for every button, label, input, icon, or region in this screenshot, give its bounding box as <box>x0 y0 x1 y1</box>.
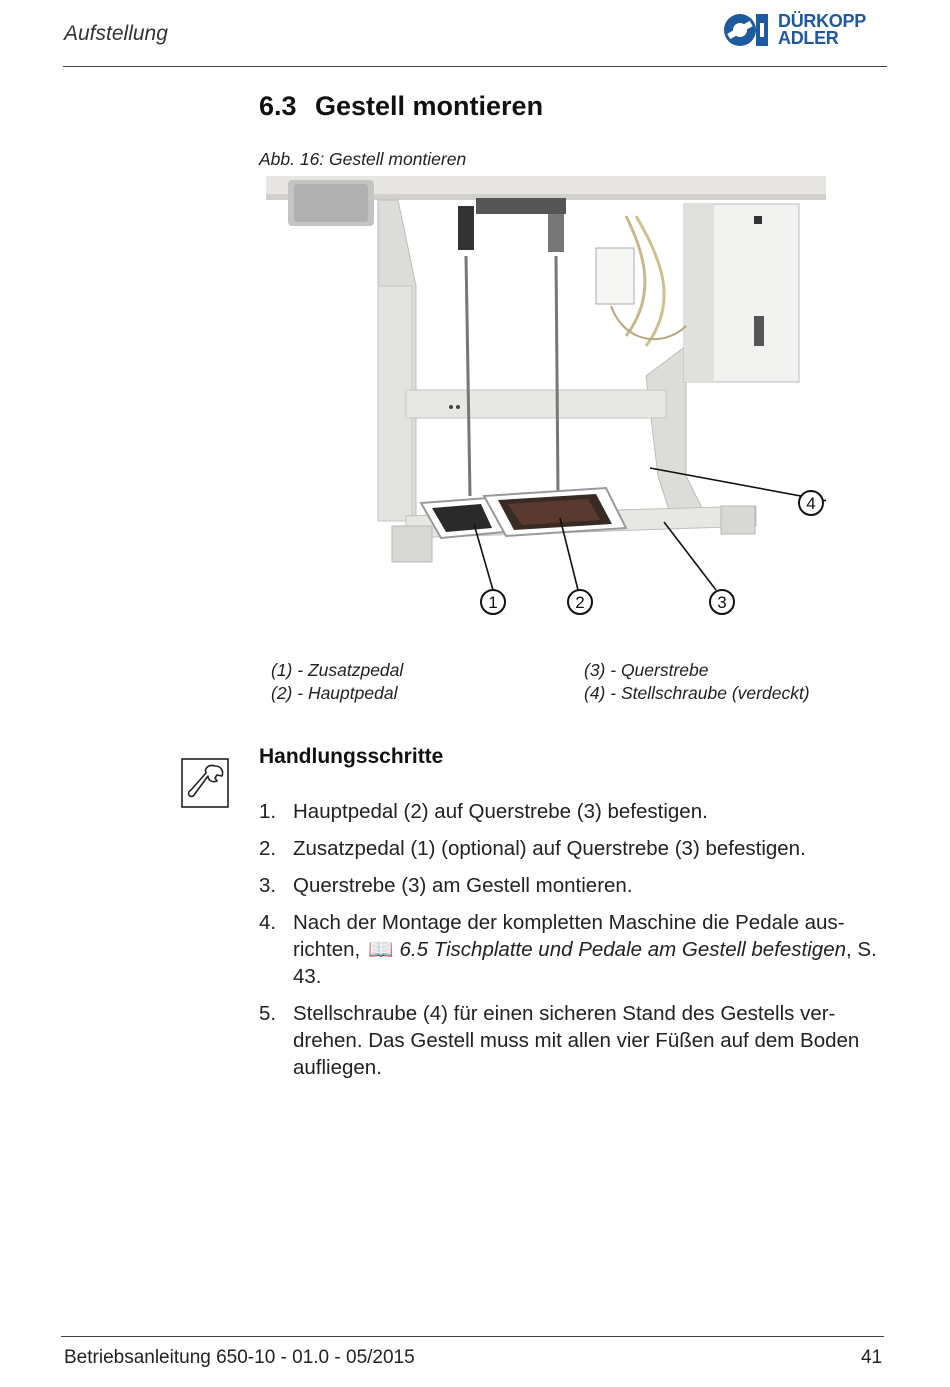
callout-1-label: 1 <box>488 593 498 612</box>
step-text: Zusatzpedal (1) (optional) auf Querstrebe (3) befestigen. <box>293 837 806 860</box>
upper-crossbar <box>406 390 666 418</box>
brand-name <box>778 13 866 47</box>
procedure-steps <box>259 798 887 1091</box>
step-text: Nach der Montage der kompletten Maschine die Pedale aus-richten, <box>293 911 845 961</box>
header-divider <box>63 66 887 67</box>
step-number: 3. <box>259 874 277 897</box>
pedal-actuator-1 <box>458 206 474 250</box>
step-number: 1. <box>259 800 277 823</box>
step-number: 2. <box>259 837 277 860</box>
legend-item-2: (2) - Hauptpedal <box>271 683 398 703</box>
section-title <box>259 91 543 122</box>
figure-caption: Abb. 16: Gestell montieren <box>259 149 467 169</box>
step-text: Stellschraube (4) für einen sicheren Stand des Gestells ver-drehen. Das Gestell muss mit allen vier Füßen auf dem Boden aufliegen. <box>293 1002 860 1079</box>
brand-line-2: ADLER <box>778 28 839 48</box>
brand-line-1: DÜRKOPP <box>778 11 866 31</box>
callout-1 <box>481 590 505 614</box>
running-header: Aufstellung <box>64 22 168 45</box>
pedal-actuator-2 <box>548 212 564 252</box>
callout-4-label: 4 <box>806 494 816 513</box>
brand-logo-icon <box>722 10 772 50</box>
procedure-step-3 <box>259 872 887 899</box>
step-text: Querstrebe (3) am Gestell montieren. <box>293 874 633 897</box>
page-number: 41 <box>861 1347 883 1368</box>
step-number: 4. <box>259 911 277 934</box>
section-number: 6.3 <box>259 91 297 121</box>
book-icon: 📖 <box>367 938 394 961</box>
procedure-heading: Handlungsschritte <box>259 745 444 768</box>
procedure-step-5 <box>259 1000 887 1081</box>
callout-2-label: 2 <box>575 593 585 612</box>
footer-document-id: Betriebsanleitung 650-10 - 01.0 - 05/2015 <box>64 1347 415 1368</box>
procedure-step-1 <box>259 798 887 825</box>
legend-item-3: (3) - Querstrebe <box>584 660 709 680</box>
callout-3 <box>710 590 734 614</box>
left-foot <box>392 526 432 562</box>
right-foot <box>721 506 755 534</box>
callout-4 <box>799 491 823 515</box>
footer-divider <box>61 1336 884 1337</box>
pedal-rod-1 <box>466 256 470 496</box>
callout-2 <box>568 590 592 614</box>
callout-3-label: 3 <box>717 593 727 612</box>
legend-item-4: (4) - Stellschraube (verdeckt) <box>584 683 810 703</box>
cross-reference-link[interactable]: 6.5 Tischplatte und Pedale am Gestell befestigen <box>399 938 847 961</box>
pedal-rod-2 <box>556 256 558 494</box>
frame-assembly-figure <box>266 176 826 621</box>
section-title-text: Gestell montieren <box>315 91 544 121</box>
step-text: Hauptpedal (2) auf Querstrebe (3) befestigen. <box>293 800 708 823</box>
wrench-icon <box>181 758 229 808</box>
procedure-step-4 <box>259 909 887 990</box>
brand-logo <box>722 8 892 52</box>
procedure-step-2 <box>259 835 887 862</box>
junction-box <box>596 248 634 304</box>
legend-item-1: (1) - Zusatzpedal <box>271 660 404 680</box>
step-text-after: , S. 43. <box>293 938 877 988</box>
step-number: 5. <box>259 1002 277 1025</box>
